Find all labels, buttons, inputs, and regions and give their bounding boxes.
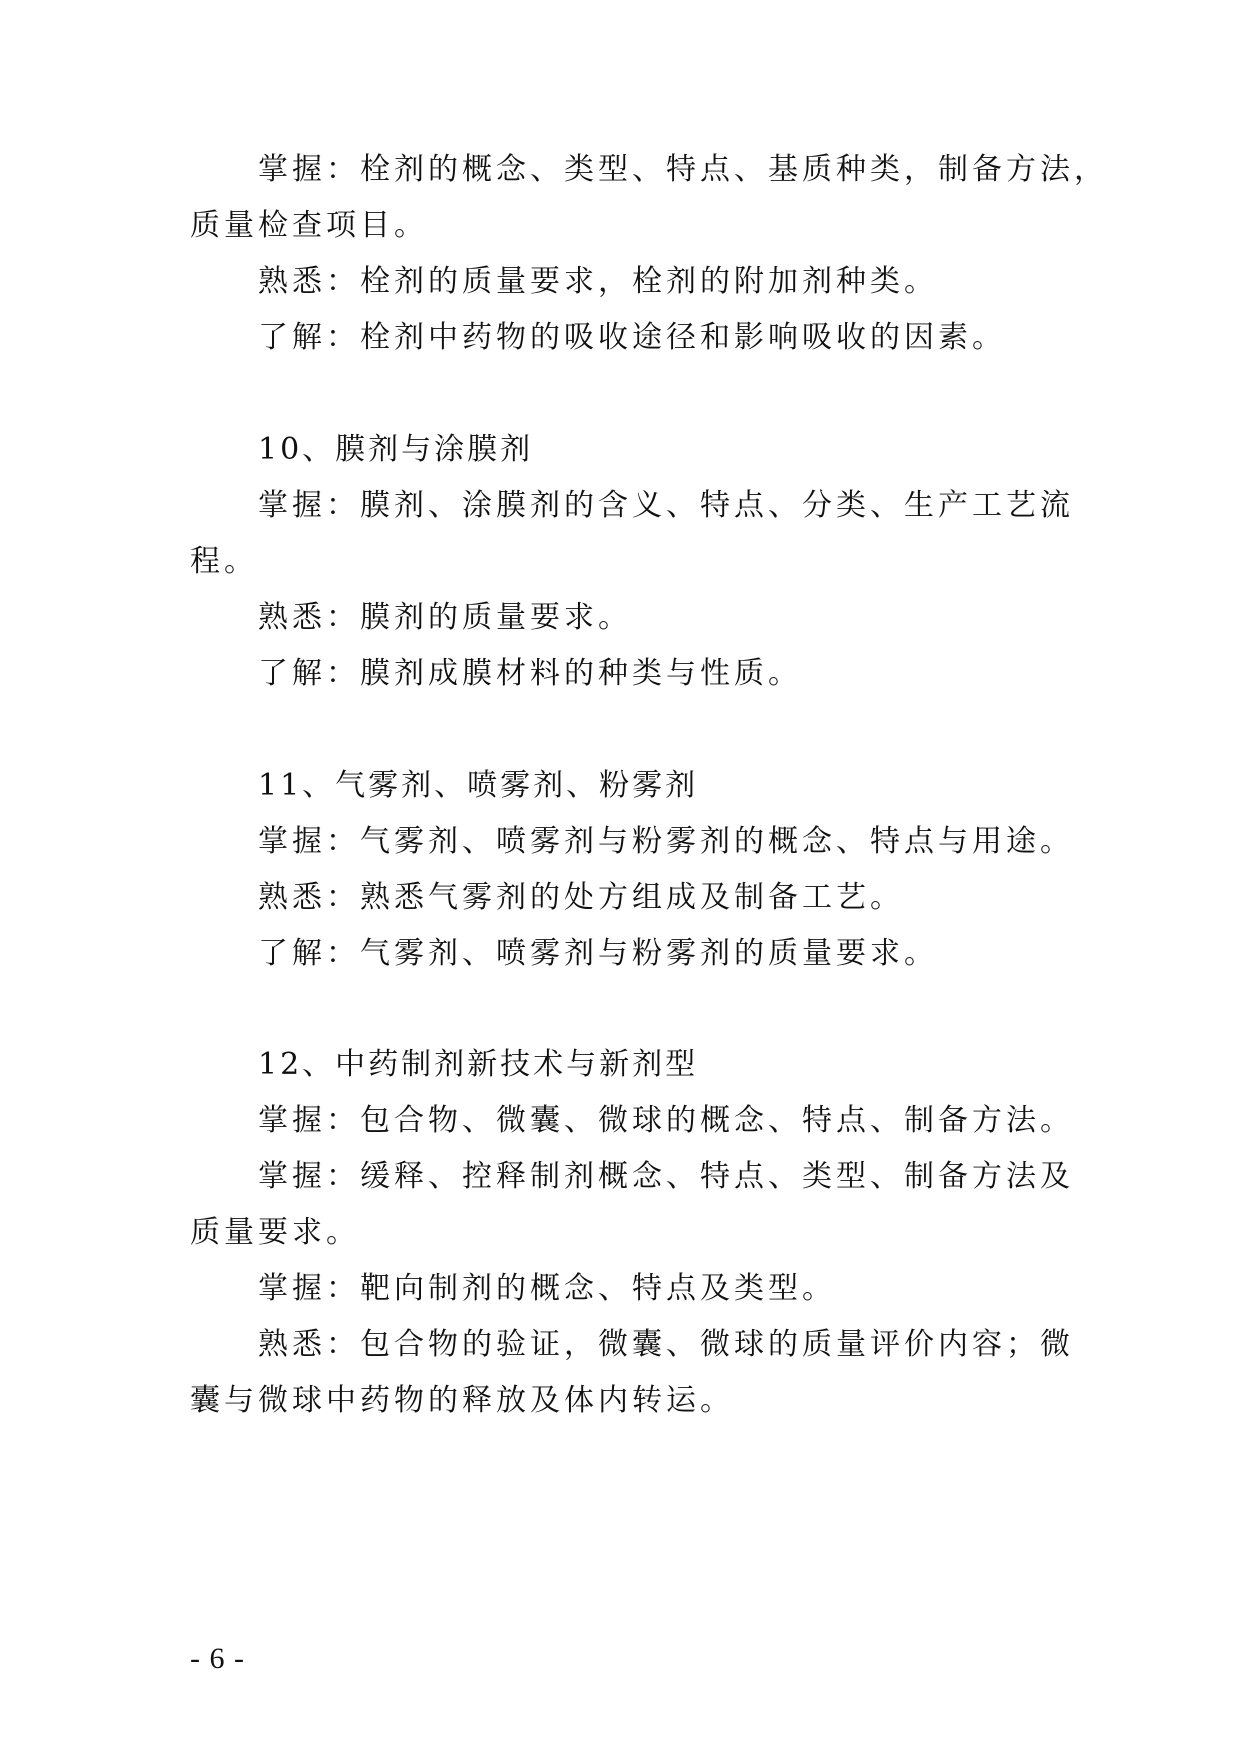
section-12-familiar-continued: 囊与微球中药物的释放及体内转运。 <box>190 1383 734 1418</box>
section-9-master: 掌握：栓剂的概念、类型、特点、基质种类，制备方法， <box>258 152 1108 187</box>
section-9-understand: 了解：栓剂中药物的吸收途径和影响吸收的因素。 <box>258 320 1006 355</box>
section-9-master-continued: 质量检查项目。 <box>190 208 428 243</box>
section-9-familiar: 熟悉：栓剂的质量要求，栓剂的附加剂种类。 <box>258 264 938 299</box>
section-11-heading: 11、气雾剂、喷雾剂、粉雾剂 <box>258 768 699 803</box>
section-10-heading: 10、膜剂与涂膜剂 <box>258 432 534 467</box>
section-12-familiar: 熟悉：包合物的验证，微囊、微球的质量评价内容；微 <box>258 1327 1074 1362</box>
section-11-master: 掌握：气雾剂、喷雾剂与粉雾剂的概念、特点与用途。 <box>258 824 1074 859</box>
section-12-master-2-continued: 质量要求。 <box>190 1215 360 1250</box>
section-10-master: 掌握：膜剂、涂膜剂的含义、特点、分类、生产工艺流 <box>258 488 1074 523</box>
section-12-master-1: 掌握：包合物、微囊、微球的概念、特点、制备方法。 <box>258 1103 1074 1138</box>
section-10-master-continued: 程。 <box>190 544 258 579</box>
section-11-familiar: 熟悉：熟悉气雾剂的处方组成及制备工艺。 <box>258 880 904 915</box>
page-number: - 6 - <box>190 1642 245 1675</box>
section-11-understand: 了解：气雾剂、喷雾剂与粉雾剂的质量要求。 <box>258 936 938 971</box>
section-12-master-2: 掌握：缓释、控释制剂概念、特点、类型、制备方法及 <box>258 1159 1074 1194</box>
section-12-master-3: 掌握：靶向制剂的概念、特点及类型。 <box>258 1271 836 1306</box>
section-10-understand: 了解：膜剂成膜材料的种类与性质。 <box>258 656 802 691</box>
section-10-familiar: 熟悉：膜剂的质量要求。 <box>258 600 632 635</box>
section-12-heading: 12、中药制剂新技术与新剂型 <box>258 1047 699 1082</box>
